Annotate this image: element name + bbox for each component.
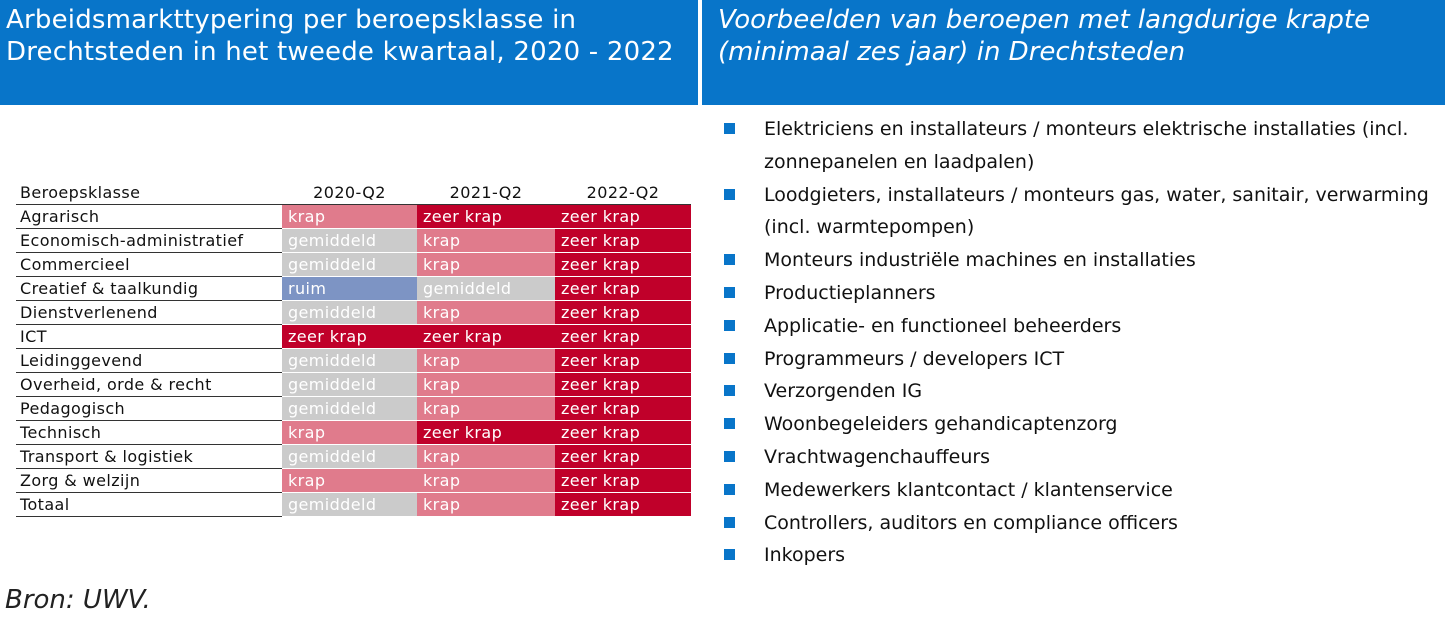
square-bullet-icon <box>724 123 735 134</box>
typering-cell: krap <box>282 421 417 445</box>
list-item <box>720 441 1435 474</box>
row-label: Zorg & welzijn <box>16 469 282 493</box>
table-row <box>16 373 691 397</box>
table-row <box>16 277 691 301</box>
row-label: Transport & logistiek <box>16 445 282 469</box>
typering-cell: gemiddeld <box>282 397 417 421</box>
row-label: Commercieel <box>16 253 282 277</box>
row-label: Totaal <box>16 493 282 517</box>
table-title: Arbeidsmarkttypering per beroepsklasse in Drechtsteden in het tweede kwartaal, 2020 - 2022 <box>6 5 674 67</box>
list-item <box>720 179 1435 245</box>
typering-cell: zeer krap <box>555 397 691 421</box>
typering-cell: zeer krap <box>555 349 691 373</box>
square-bullet-icon <box>724 287 735 298</box>
row-label: Pedagogisch <box>16 397 282 421</box>
square-bullet-icon <box>724 320 735 331</box>
list-item-text: Medewerkers klantcontact / klantenservice <box>764 478 1173 501</box>
typering-cell: zeer krap <box>555 493 691 517</box>
square-bullet-icon <box>724 549 735 560</box>
list-item <box>720 113 1435 179</box>
typering-cell: gemiddeld <box>417 277 555 301</box>
left-header <box>0 0 698 105</box>
typering-cell: zeer krap <box>417 205 555 229</box>
typering-cell: gemiddeld <box>282 373 417 397</box>
typering-cell: zeer krap <box>555 253 691 277</box>
list-item <box>720 507 1435 540</box>
list-item-text: Productieplanners <box>764 281 936 304</box>
list-item-text: Controllers, auditors en compliance officers <box>764 511 1178 534</box>
table-row <box>16 301 691 325</box>
row-label: Overheid, orde & recht <box>16 373 282 397</box>
table-row <box>16 445 691 469</box>
table-row <box>16 469 691 493</box>
typering-cell: krap <box>282 205 417 229</box>
typering-cell: zeer krap <box>555 373 691 397</box>
list-item <box>720 277 1435 310</box>
list-item <box>720 539 1435 572</box>
row-label: Economisch-administratief <box>16 229 282 253</box>
row-label: Creatief & taalkundig <box>16 277 282 301</box>
list-item <box>720 408 1435 441</box>
list-item <box>720 343 1435 376</box>
right-header <box>702 0 1445 105</box>
typering-cell: zeer krap <box>555 421 691 445</box>
square-bullet-icon <box>724 189 735 200</box>
square-bullet-icon <box>724 517 735 528</box>
header-2021-q2: 2021-Q2 <box>417 181 555 205</box>
table-row <box>16 421 691 445</box>
list-item-text: Loodgieters, installateurs / monteurs gas, water, sanitair, verwarming (incl. warmtepompen) <box>764 183 1429 239</box>
header-2020-q2: 2020-Q2 <box>282 181 417 205</box>
list-item-text: Vrachtwagenchauffeurs <box>764 445 991 468</box>
typering-cell: ruim <box>282 277 417 301</box>
typering-cell: zeer krap <box>417 421 555 445</box>
typering-cell: krap <box>417 253 555 277</box>
square-bullet-icon <box>724 385 735 396</box>
typering-cell: krap <box>417 445 555 469</box>
typering-cell: krap <box>417 349 555 373</box>
row-label: Technisch <box>16 421 282 445</box>
square-bullet-icon <box>724 254 735 265</box>
typering-cell: krap <box>417 373 555 397</box>
typering-cell: zeer krap <box>417 325 555 349</box>
list-item-text: Verzorgenden IG <box>764 380 923 403</box>
list-item-text: Monteurs industriële machines en installaties <box>764 249 1196 272</box>
typering-cell: krap <box>282 469 417 493</box>
row-label: Agrarisch <box>16 205 282 229</box>
square-bullet-icon <box>724 418 735 429</box>
row-label: Dienstverlenend <box>16 301 282 325</box>
typering-cell: gemiddeld <box>282 349 417 373</box>
square-bullet-icon <box>724 353 735 364</box>
typering-cell: zeer krap <box>555 205 691 229</box>
labour-market-table <box>16 181 691 517</box>
list-item <box>720 474 1435 507</box>
typering-cell: zeer krap <box>555 301 691 325</box>
table-header-row <box>16 181 691 205</box>
list-item <box>720 310 1435 343</box>
list-item <box>720 244 1435 277</box>
typering-cell: gemiddeld <box>282 229 417 253</box>
row-label: Leidinggevend <box>16 349 282 373</box>
typering-cell: zeer krap <box>555 229 691 253</box>
typering-cell: gemiddeld <box>282 301 417 325</box>
typering-cell: krap <box>417 469 555 493</box>
examples-title: Voorbeelden van beroepen met langdurige krapte (minimaal zes jaar) in Drechtsteden <box>718 5 1371 67</box>
table-row <box>16 349 691 373</box>
row-label: ICT <box>16 325 282 349</box>
list-item-text: Elektriciens en installateurs / monteurs elektrische installaties (incl. zonnepanelen en laadpalen) <box>764 118 1409 173</box>
list-item-text: Programmeurs / developers ICT <box>764 347 1065 370</box>
typering-cell: zeer krap <box>555 277 691 301</box>
header-2022-q2: 2022-Q2 <box>555 181 691 205</box>
list-item <box>720 375 1435 408</box>
table-row <box>16 397 691 421</box>
square-bullet-icon <box>724 484 735 495</box>
typering-cell: krap <box>417 301 555 325</box>
typering-cell: krap <box>417 229 555 253</box>
list-item-text: Woonbegeleiders gehandicaptenzorg <box>764 413 1118 436</box>
typering-cell: krap <box>417 397 555 421</box>
table-row <box>16 493 691 517</box>
typering-cell: zeer krap <box>282 325 417 349</box>
list-item-text: Inkopers <box>764 544 846 567</box>
typering-cell: krap <box>417 493 555 517</box>
table-body <box>16 205 691 517</box>
typering-cell: zeer krap <box>555 325 691 349</box>
typering-cell: zeer krap <box>555 445 691 469</box>
table-row <box>16 229 691 253</box>
typering-cell: gemiddeld <box>282 493 417 517</box>
examples-list <box>720 113 1435 572</box>
table-row <box>16 205 691 229</box>
table-row <box>16 325 691 349</box>
table-row <box>16 253 691 277</box>
header-beroepsklasse: Beroepsklasse <box>16 181 282 205</box>
typering-cell: gemiddeld <box>282 445 417 469</box>
typering-cell: gemiddeld <box>282 253 417 277</box>
source-note: Bron: UWV. <box>5 585 151 615</box>
typering-cell: zeer krap <box>555 469 691 493</box>
square-bullet-icon <box>724 451 735 462</box>
list-item-text: Applicatie- en functioneel beheerders <box>764 314 1122 337</box>
